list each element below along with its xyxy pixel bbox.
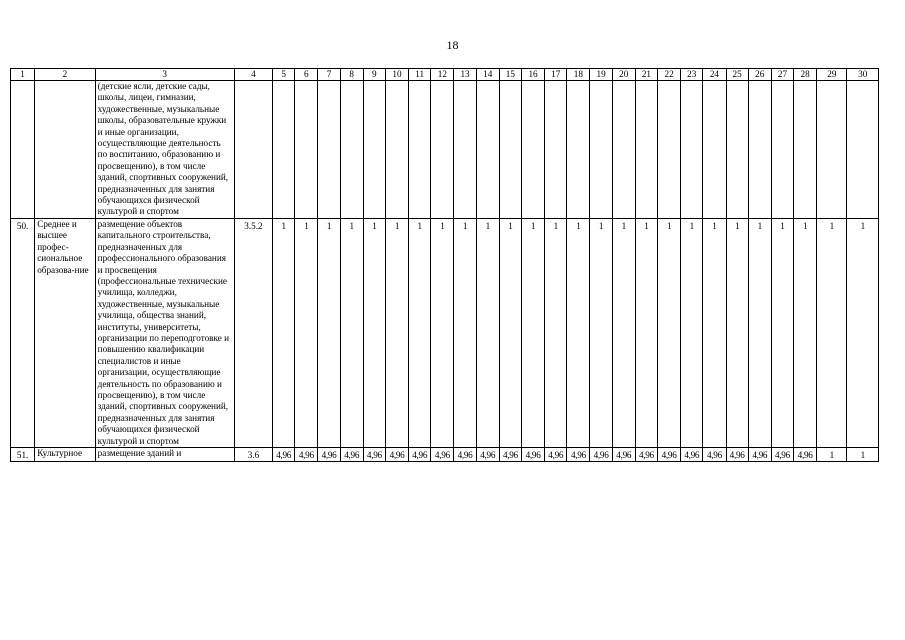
coefficient-cell: 1 bbox=[295, 218, 318, 447]
column-number-cell: 20 bbox=[612, 69, 635, 81]
coefficient-cell bbox=[340, 81, 363, 219]
column-number-cell: 4 bbox=[234, 69, 272, 81]
column-number-cell: 15 bbox=[499, 69, 521, 81]
coefficient-cell: 1 bbox=[590, 218, 612, 447]
coefficient-cell: 4,96 bbox=[590, 448, 612, 462]
land-use-description-cell: размещение зданий и bbox=[95, 448, 234, 462]
column-number-cell: 16 bbox=[521, 69, 544, 81]
row-number-cell: 51. bbox=[11, 448, 35, 462]
coefficient-cell bbox=[612, 81, 635, 219]
land-use-name-cell bbox=[35, 81, 95, 219]
column-number-cell: 12 bbox=[431, 69, 454, 81]
coefficient-cell: 1 bbox=[409, 218, 431, 447]
column-number-cell: 14 bbox=[476, 69, 499, 81]
coefficient-cell bbox=[499, 81, 521, 219]
coefficient-cell: 4,96 bbox=[794, 448, 817, 462]
land-use-name-cell: Культурное bbox=[35, 448, 95, 462]
coefficient-cell: 1 bbox=[273, 218, 295, 447]
column-number-cell: 24 bbox=[703, 69, 726, 81]
land-use-code-cell: 3.5.2 bbox=[234, 218, 272, 447]
coefficient-cell: 4,96 bbox=[454, 448, 476, 462]
coefficient-cell: 1 bbox=[817, 448, 847, 462]
coefficient-cell: 1 bbox=[545, 218, 567, 447]
land-use-name-cell: Среднее и высшее профес-сиональное образова-ние bbox=[35, 218, 95, 447]
coefficient-cell: 1 bbox=[385, 218, 408, 447]
column-number-cell: 25 bbox=[726, 69, 748, 81]
coefficient-cell bbox=[545, 81, 567, 219]
coefficient-cell bbox=[847, 81, 879, 219]
column-number-cell: 28 bbox=[794, 69, 817, 81]
land-use-description-cell: размещение объектов капитального строительства, предназначенных для профессионального образования и просвещения (профессиональные технические училища, колледжи, художественные, музыкальные училища, общества знаний, институты, университеты, организации по переподготовке и повышению квалификации специалистов и иные организации, осуществляющие деятельность по образованию и просвещению), в том числе зданий, спортивных сооружений, предназначенных для занятия обучающихся физической культурой и спортом bbox=[95, 218, 234, 447]
coefficient-cell: 1 bbox=[499, 218, 521, 447]
column-number-cell: 1 bbox=[11, 69, 35, 81]
coefficient-cell: 4,96 bbox=[658, 448, 681, 462]
column-number-cell: 27 bbox=[771, 69, 793, 81]
column-number-row bbox=[11, 69, 879, 81]
coefficient-cell bbox=[431, 81, 454, 219]
coefficient-cell: 1 bbox=[612, 218, 635, 447]
land-use-table bbox=[10, 68, 879, 462]
coefficient-cell bbox=[273, 81, 295, 219]
coefficient-cell: 1 bbox=[567, 218, 590, 447]
coefficient-cell bbox=[567, 81, 590, 219]
column-number-cell: 29 bbox=[817, 69, 847, 81]
coefficient-cell bbox=[748, 81, 771, 219]
coefficient-cell bbox=[658, 81, 681, 219]
coefficient-cell: 4,96 bbox=[363, 448, 385, 462]
coefficient-cell bbox=[726, 81, 748, 219]
coefficient-cell: 4,96 bbox=[635, 448, 657, 462]
column-number-cell: 2 bbox=[35, 69, 95, 81]
column-number-cell: 5 bbox=[273, 69, 295, 81]
coefficient-cell: 1 bbox=[476, 218, 499, 447]
coefficient-cell: 4,96 bbox=[726, 448, 748, 462]
coefficient-cell: 1 bbox=[454, 218, 476, 447]
land-use-description-cell: (детские ясли, детские сады, школы, лицеи, гимназии, художественные, музыкальные школы, образовательные кружки и иные организации, осуществляющие деятельность по воспитанию, образованию и просвещению), в том числе зданий, спортивных сооружений, предназначенных для занятия обучающихся физической культурой и спортом bbox=[95, 81, 234, 219]
column-number-cell: 18 bbox=[567, 69, 590, 81]
table-row bbox=[11, 81, 879, 219]
column-number-cell: 22 bbox=[658, 69, 681, 81]
coefficient-cell: 4,96 bbox=[612, 448, 635, 462]
coefficient-cell: 4,96 bbox=[748, 448, 771, 462]
coefficient-cell: 4,96 bbox=[385, 448, 408, 462]
table-row bbox=[11, 448, 879, 462]
coefficient-cell: 1 bbox=[318, 218, 340, 447]
coefficient-cell bbox=[454, 81, 476, 219]
coefficient-cell: 4,96 bbox=[681, 448, 703, 462]
column-number-cell: 26 bbox=[748, 69, 771, 81]
coefficient-cell: 1 bbox=[703, 218, 726, 447]
coefficient-cell bbox=[318, 81, 340, 219]
coefficient-cell: 1 bbox=[363, 218, 385, 447]
coefficient-cell: 1 bbox=[681, 218, 703, 447]
coefficient-cell: 4,96 bbox=[318, 448, 340, 462]
column-number-cell: 13 bbox=[454, 69, 476, 81]
coefficient-cell: 1 bbox=[658, 218, 681, 447]
coefficient-cell: 1 bbox=[635, 218, 657, 447]
coefficient-cell: 4,96 bbox=[340, 448, 363, 462]
page-number: 18 bbox=[446, 38, 459, 52]
coefficient-cell: 4,96 bbox=[476, 448, 499, 462]
column-number-cell: 8 bbox=[340, 69, 363, 81]
coefficient-cell bbox=[521, 81, 544, 219]
coefficient-cell bbox=[476, 81, 499, 219]
coefficient-cell: 1 bbox=[794, 218, 817, 447]
coefficient-cell bbox=[590, 81, 612, 219]
column-number-cell: 30 bbox=[847, 69, 879, 81]
coefficient-cell bbox=[817, 81, 847, 219]
column-number-cell: 17 bbox=[545, 69, 567, 81]
coefficient-cell: 1 bbox=[771, 218, 793, 447]
coefficient-cell: 4,96 bbox=[567, 448, 590, 462]
column-number-cell: 11 bbox=[409, 69, 431, 81]
row-number-cell: 50. bbox=[11, 218, 35, 447]
coefficient-cell: 4,96 bbox=[703, 448, 726, 462]
coefficient-cell bbox=[409, 81, 431, 219]
coefficient-cell: 4,96 bbox=[545, 448, 567, 462]
coefficient-cell bbox=[295, 81, 318, 219]
coefficient-cell: 4,96 bbox=[409, 448, 431, 462]
coefficient-cell: 1 bbox=[847, 218, 879, 447]
coefficient-cell bbox=[794, 81, 817, 219]
coefficient-cell: 1 bbox=[431, 218, 454, 447]
coefficient-cell: 1 bbox=[340, 218, 363, 447]
coefficient-cell bbox=[363, 81, 385, 219]
coefficient-cell bbox=[703, 81, 726, 219]
column-number-cell: 6 bbox=[295, 69, 318, 81]
row-number-cell bbox=[11, 81, 35, 219]
coefficient-cell: 1 bbox=[748, 218, 771, 447]
coefficient-cell: 1 bbox=[521, 218, 544, 447]
coefficient-cell: 1 bbox=[817, 218, 847, 447]
column-number-cell: 23 bbox=[681, 69, 703, 81]
coefficient-cell bbox=[385, 81, 408, 219]
coefficient-cell: 4,96 bbox=[771, 448, 793, 462]
coefficient-cell: 4,96 bbox=[499, 448, 521, 462]
coefficient-cell bbox=[635, 81, 657, 219]
table-row bbox=[11, 218, 879, 447]
land-use-code-cell bbox=[234, 81, 272, 219]
coefficient-cell: 1 bbox=[847, 448, 879, 462]
column-number-cell: 19 bbox=[590, 69, 612, 81]
coefficient-cell bbox=[771, 81, 793, 219]
column-number-cell: 7 bbox=[318, 69, 340, 81]
coefficient-cell: 4,96 bbox=[521, 448, 544, 462]
column-number-cell: 21 bbox=[635, 69, 657, 81]
coefficient-cell: 1 bbox=[726, 218, 748, 447]
coefficient-cell bbox=[681, 81, 703, 219]
column-number-cell: 10 bbox=[385, 69, 408, 81]
coefficient-cell: 4,96 bbox=[431, 448, 454, 462]
coefficient-cell: 4,96 bbox=[273, 448, 295, 462]
column-number-cell: 3 bbox=[95, 69, 234, 81]
column-number-cell: 9 bbox=[363, 69, 385, 81]
coefficient-cell: 4,96 bbox=[295, 448, 318, 462]
land-use-code-cell: 3.6 bbox=[234, 448, 272, 462]
